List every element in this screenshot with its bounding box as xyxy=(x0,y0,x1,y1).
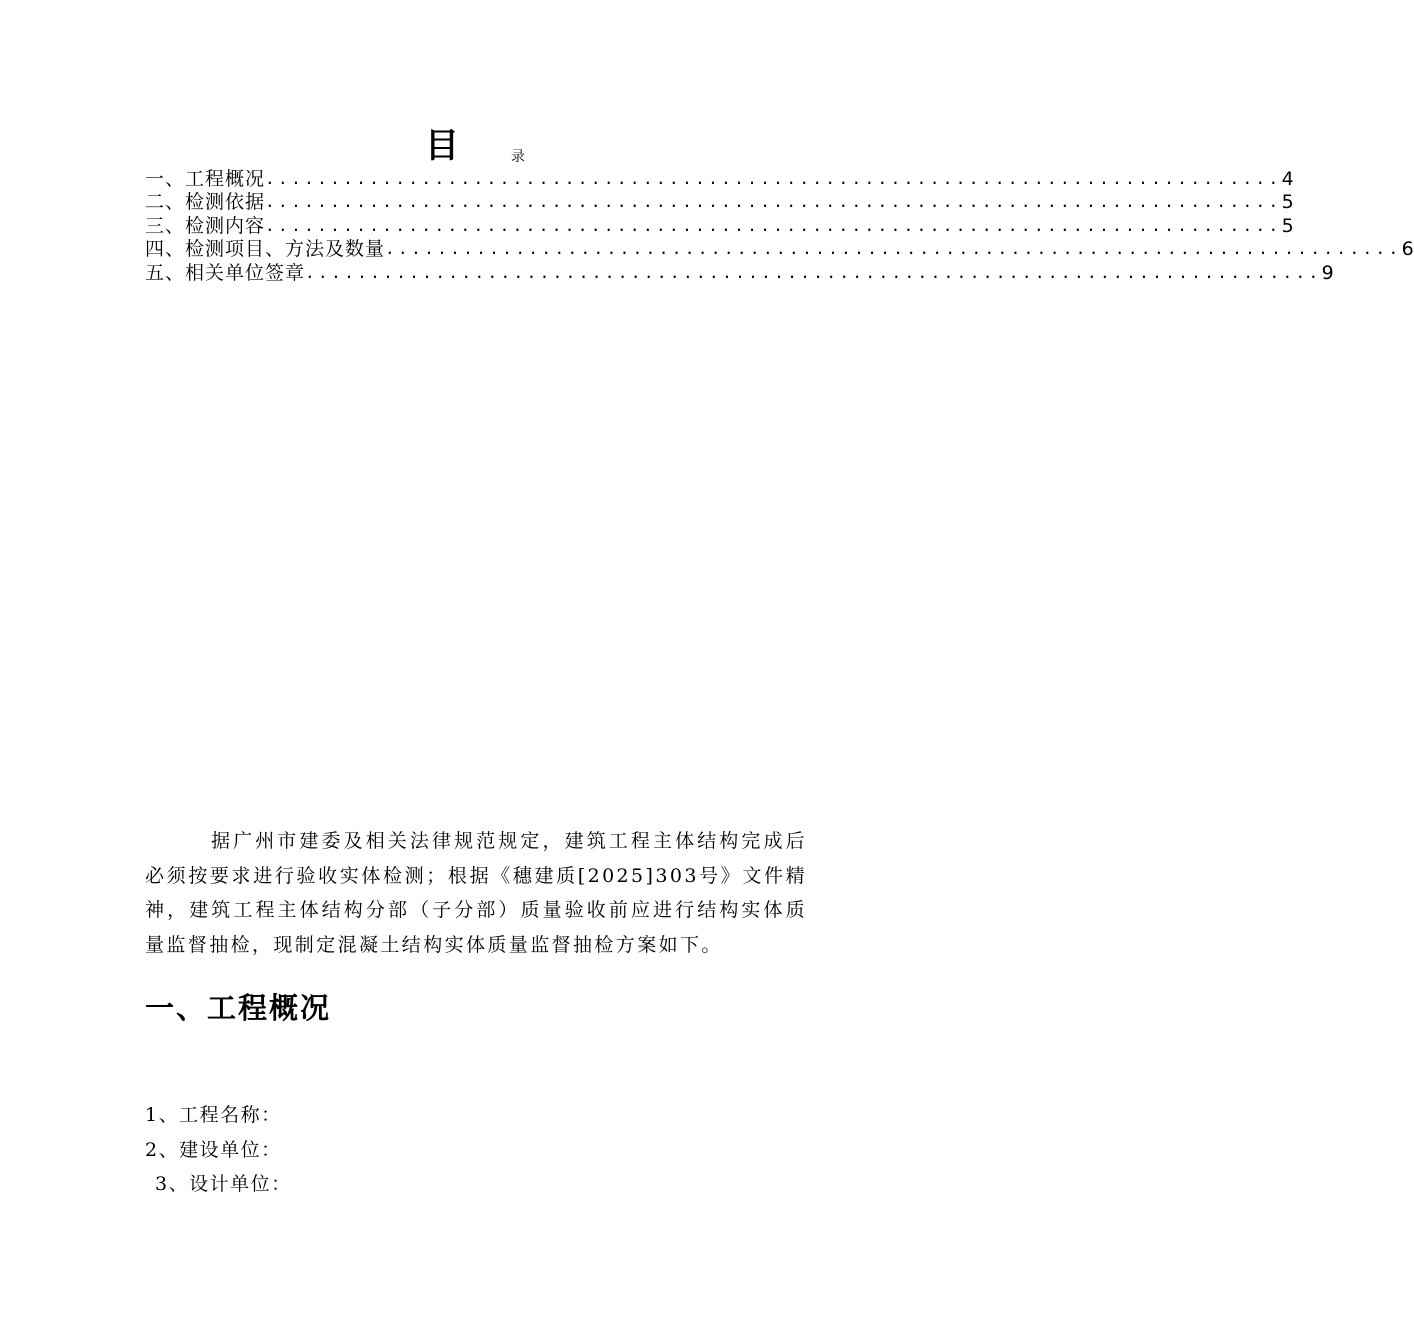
toc-title-sub: 录 xyxy=(511,149,525,165)
toc-leader-dots: .............................................................................. xyxy=(385,239,1402,258)
project-info-list xyxy=(145,1098,292,1202)
project-name-field: 1、工程名称： xyxy=(145,1104,282,1126)
toc-title xyxy=(0,118,950,167)
design-unit-field: 3、设计单位： xyxy=(155,1173,292,1195)
toc-entry-page: 5 xyxy=(1281,214,1294,237)
toc-entry-label: 二、检测依据 xyxy=(145,191,266,213)
toc-entry-page: 9 xyxy=(1321,261,1334,284)
toc-leader-dots: .............................................................................. xyxy=(265,168,1282,188)
client-unit-field: 2、建设单位： xyxy=(145,1138,282,1161)
section-heading-project-overview: 一、工程概况 xyxy=(145,991,332,1025)
toc-entry-label: 五、相关单位签章 xyxy=(145,261,306,284)
toc-entry[interactable] xyxy=(145,213,1294,237)
toc-entry-page: 6 xyxy=(1401,238,1414,260)
toc-leader-dots: .............................................................................. xyxy=(305,262,1322,282)
toc-entry-label: 三、检测内容 xyxy=(145,214,266,237)
toc-title-main: 目 xyxy=(425,126,459,166)
toc-entry[interactable] xyxy=(145,166,1294,190)
toc-entry[interactable] xyxy=(145,190,1294,214)
table-of-contents xyxy=(145,166,1414,284)
toc-entry-page: 4 xyxy=(1281,167,1294,190)
toc-entry-label: 四、检测项目、方法及数量 xyxy=(145,238,386,260)
toc-entry-page: 5 xyxy=(1281,191,1294,213)
toc-entry[interactable] xyxy=(145,260,1334,284)
toc-leader-dots: .............................................................................. xyxy=(265,192,1282,211)
toc-entry[interactable] xyxy=(145,237,1414,261)
intro-paragraph: 据广州市建委及相关法律规范规定，建筑工程主体结构完成后必须按要求进行验收实体检测；根据《穗建质[2025]303号》文件精神，建筑工程主体结构分部（子分部）质量验收前应进行结构实体质量监督抽检，现制定混凝土结构实体质量监督抽检方案如下。 xyxy=(145,830,807,956)
toc-entry-label: 一、工程概况 xyxy=(145,167,266,190)
toc-leader-dots: .............................................................................. xyxy=(265,215,1282,235)
